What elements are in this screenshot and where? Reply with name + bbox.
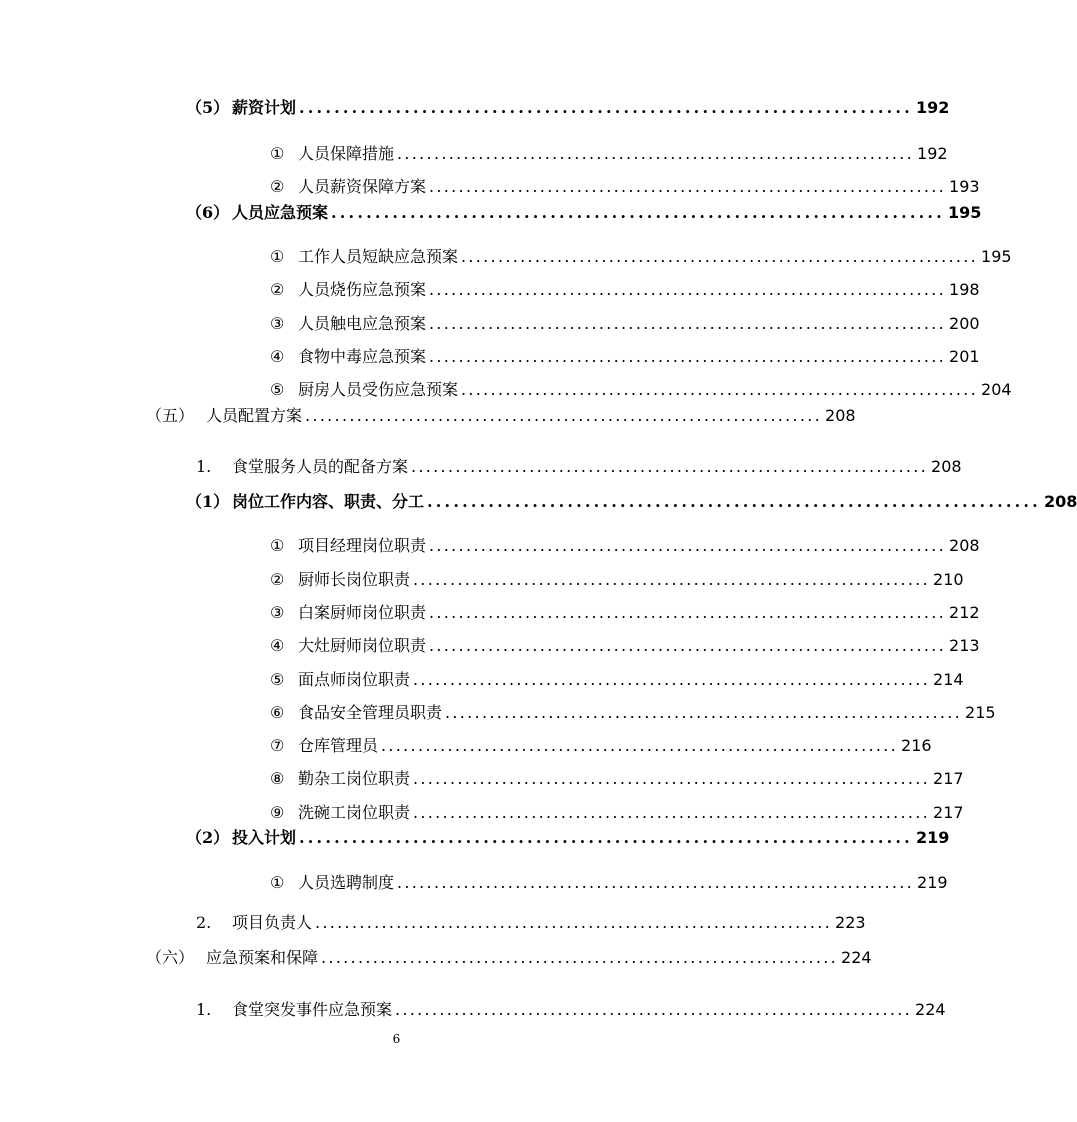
toc-num: ⑨ — [270, 803, 285, 822]
toc-entry-burn — [270, 278, 980, 300]
toc-entry-staff-emergency — [186, 201, 982, 223]
toc-title: 项目负责人 — [232, 913, 313, 932]
toc-title: 厨师长岗位职责 — [298, 570, 411, 589]
toc-title: 食品安全管理员职责 — [298, 703, 443, 722]
toc-title: 人员保障措施 — [298, 144, 395, 163]
toc-entry-kitchen-injury — [270, 378, 1012, 400]
toc-entry-food-safety — [270, 701, 996, 723]
toc-title: 勤杂工岗位职责 — [298, 769, 411, 788]
toc-num: 1. — [196, 1000, 212, 1019]
toc-num: ④ — [270, 347, 285, 366]
toc-num: ② — [270, 177, 285, 196]
toc-entry-canteen-staffing — [196, 455, 962, 477]
toc-title: 大灶厨师岗位职责 — [298, 636, 427, 655]
toc-page: 204 — [981, 380, 1012, 399]
toc-entry-staff-shortage — [270, 245, 1012, 267]
toc-title: 白案厨师岗位职责 — [298, 603, 427, 622]
toc-page: 195 — [947, 203, 982, 222]
toc-leader: ...................................................................... — [381, 736, 899, 755]
toc-leader: ...................................................................... — [445, 703, 963, 722]
toc-title: 项目经理岗位职责 — [298, 536, 427, 555]
toc-leader: ...................................................................... — [461, 380, 979, 399]
toc-num: ⑧ — [270, 769, 285, 788]
toc-entry-input-plan — [186, 826, 950, 848]
toc-title: 人员选聘制度 — [298, 873, 395, 892]
toc-leader: ...................................................................... — [397, 144, 915, 163]
toc-page: 217 — [933, 769, 964, 788]
toc-page: 192 — [917, 144, 948, 163]
toc-page: 224 — [915, 1000, 946, 1019]
toc-leader: ...................................................................... — [429, 314, 947, 333]
toc-num: ① — [270, 247, 285, 266]
toc-title: 投入计划 — [232, 828, 297, 847]
toc-entry-head-chef — [270, 568, 964, 590]
toc-title: 食堂服务人员的配备方案 — [232, 457, 409, 476]
toc-title: 人员薪资保障方案 — [298, 177, 427, 196]
toc-title: 洗碗工岗位职责 — [298, 803, 411, 822]
toc-num: ② — [270, 570, 285, 589]
toc-title: 工作人员短缺应急预案 — [298, 247, 459, 266]
toc-num: ① — [270, 873, 285, 892]
toc-leader: ...................................................................... — [413, 769, 931, 788]
toc-title: 人员应急预案 — [232, 203, 329, 222]
toc-title: 仓库管理员 — [298, 736, 379, 755]
toc-page: 201 — [949, 347, 980, 366]
toc-entry-job-duties — [186, 490, 1077, 512]
toc-entry-staffing-plan — [146, 404, 856, 426]
toc-page: 214 — [933, 670, 964, 689]
toc-leader: ...................................................................... — [299, 828, 913, 847]
toc-entry-project-manager — [270, 534, 980, 556]
toc-num: 2. — [196, 913, 212, 932]
toc-page: 216 — [901, 736, 932, 755]
toc-entry-dough-chef — [270, 668, 964, 690]
toc-leader: ...................................................................... — [321, 948, 839, 967]
toc-leader: ...................................................................... — [315, 913, 833, 932]
toc-entry-canteen-emergency — [196, 998, 946, 1020]
toc-entry-food-poisoning — [270, 345, 980, 367]
toc-title: 人员触电应急预案 — [298, 314, 427, 333]
toc-page: 195 — [981, 247, 1012, 266]
toc-entry-warehouse — [270, 734, 932, 756]
toc-leader: ...................................................................... — [299, 98, 913, 117]
toc-entry-recruitment — [270, 871, 948, 893]
toc-leader: ...................................................................... — [305, 406, 823, 425]
toc-page: 208 — [825, 406, 856, 425]
toc-num: ⑦ — [270, 736, 285, 755]
toc-page: 212 — [949, 603, 980, 622]
toc-entry-electric-shock — [270, 312, 980, 334]
toc-num: ⑥ — [270, 703, 285, 722]
toc-num: ⑤ — [270, 670, 285, 689]
toc-page: 192 — [915, 98, 950, 117]
toc-entry-salary-plan — [186, 96, 950, 118]
toc-page: 219 — [915, 828, 950, 847]
toc-num: ④ — [270, 636, 285, 655]
toc-num: （6） — [186, 203, 230, 222]
toc-leader: ...................................................................... — [427, 492, 1041, 511]
toc-leader: ...................................................................... — [461, 247, 979, 266]
toc-page: 208 — [1043, 492, 1077, 511]
page-number: 6 — [392, 1032, 401, 1046]
toc-title: 岗位工作内容、职责、分工 — [232, 492, 425, 511]
toc-page: 215 — [965, 703, 996, 722]
toc-leader: ...................................................................... — [429, 603, 947, 622]
toc-title: 厨房人员受伤应急预案 — [298, 380, 459, 399]
toc-page: 213 — [949, 636, 980, 655]
toc-leader: ...................................................................... — [411, 457, 929, 476]
toc-title: 薪资计划 — [232, 98, 297, 117]
toc-entry-staff-guarantee — [270, 142, 948, 164]
toc-num: （1） — [186, 492, 230, 511]
toc-leader: ...................................................................... — [397, 873, 915, 892]
toc-title: 应急预案和保障 — [206, 948, 319, 967]
toc-page: 210 — [933, 570, 964, 589]
toc-num: （2） — [186, 828, 230, 847]
toc-num: ② — [270, 280, 285, 299]
toc-title: 食堂突发事件应急预案 — [232, 1000, 393, 1019]
toc-leader: ...................................................................... — [413, 803, 931, 822]
toc-page: 198 — [949, 280, 980, 299]
toc-page: 208 — [949, 536, 980, 555]
toc-entry-stove-chef — [270, 634, 980, 656]
toc-page: 219 — [917, 873, 948, 892]
toc-leader: ...................................................................... — [429, 636, 947, 655]
toc-page: 224 — [841, 948, 872, 967]
toc-title: 食物中毒应急预案 — [298, 347, 427, 366]
toc-entry-emergency-plan — [146, 946, 872, 968]
toc-num: ① — [270, 144, 285, 163]
toc-leader: ...................................................................... — [331, 203, 945, 222]
toc-entry-handyman — [270, 767, 964, 789]
toc-page: 217 — [933, 803, 964, 822]
toc-num: 1. — [196, 457, 212, 476]
toc-num: （五） — [146, 406, 195, 425]
toc-num: ③ — [270, 314, 285, 333]
toc-leader: ...................................................................... — [429, 347, 947, 366]
toc-page: 223 — [835, 913, 866, 932]
toc-page: 200 — [949, 314, 980, 333]
toc-page: 208 — [931, 457, 962, 476]
toc-leader: ...................................................................... — [413, 570, 931, 589]
toc-entry-pastry-chef — [270, 601, 980, 623]
toc-num: ① — [270, 536, 285, 555]
toc-leader: ...................................................................... — [429, 177, 947, 196]
toc-entry-dishwasher — [270, 801, 964, 823]
toc-title: 人员烧伤应急预案 — [298, 280, 427, 299]
toc-leader: ...................................................................... — [395, 1000, 913, 1019]
toc-page: 193 — [949, 177, 980, 196]
toc-num: ③ — [270, 603, 285, 622]
toc-num: ⑤ — [270, 380, 285, 399]
toc-title: 人员配置方案 — [206, 406, 303, 425]
toc-leader: ...................................................................... — [413, 670, 931, 689]
toc-leader: ...................................................................... — [429, 280, 947, 299]
toc-title: 面点师岗位职责 — [298, 670, 411, 689]
toc-leader: ...................................................................... — [429, 536, 947, 555]
toc-num: （六） — [146, 948, 195, 967]
toc-entry-salary-guarantee — [270, 175, 980, 197]
toc-entry-project-lead — [196, 911, 866, 933]
toc-num: （5） — [186, 98, 230, 117]
